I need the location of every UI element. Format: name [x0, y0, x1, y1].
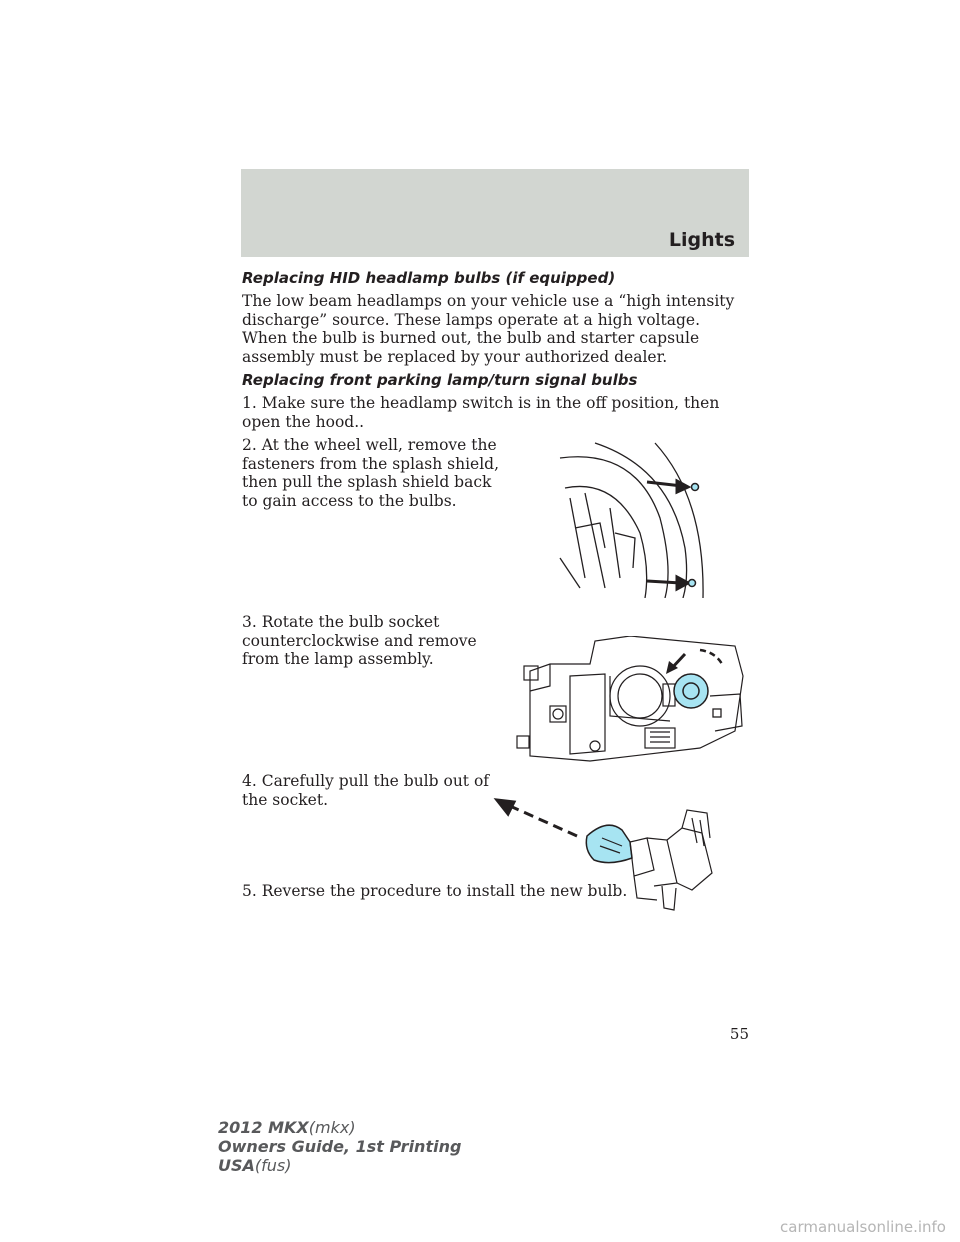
bulb-icon: [586, 825, 632, 862]
step-3: 3. Rotate the bulb socket counterclockwise and remove from the lamp assembly.: [242, 613, 477, 668]
document-footer: [218, 1118, 461, 1175]
step-4: 4. Carefully pull the bulb out of the socket.: [242, 772, 490, 809]
step-1: 1. Make sure the headlamp switch is in the off position, then open the hood..: [242, 394, 720, 431]
footer-model: 2012 MKX: [218, 1118, 309, 1137]
footer-line-2: [218, 1137, 461, 1156]
footer-market-code: (fus): [254, 1156, 292, 1175]
footer-line-3: [218, 1156, 461, 1175]
bulb-removal-illustration: [492, 798, 737, 918]
footer-line-1: [218, 1118, 461, 1137]
heading-hid-headlamp: Replacing HID headlamp bulbs (if equipped): [242, 269, 616, 287]
watermark-link[interactable]: carmanualsonline.info: [780, 1218, 946, 1236]
wheel-well-illustration: [555, 438, 720, 598]
section-header-bar: [241, 169, 749, 257]
fastener-icon: [692, 484, 699, 491]
page-number: 55: [729, 1025, 749, 1043]
step-2: 2. At the wheel well, remove the fasteners from the splash shield, then pull the splash shield back to gain access to the bulbs.: [242, 436, 500, 510]
footer-model-code: (mkx): [308, 1118, 356, 1137]
section-title: Lights: [668, 229, 735, 251]
heading-parking-lamp: Replacing front parking lamp/turn signal bulbs: [242, 371, 638, 389]
step-5: 5. Reverse the procedure to install the new bulb.: [242, 882, 628, 900]
footer-printing: Owners Guide, 1st Printing: [218, 1137, 462, 1156]
lamp-assembly-illustration: [510, 636, 750, 764]
fastener-icon-2: [689, 580, 696, 587]
paragraph-hid-headlamp: The low beam headlamps on your vehicle use a “high intensity discharge” source. These lamps operate at a high voltage. When the bulb is burned out, the bulb and starter capsule assembly must be replaced by your authorized dealer.: [242, 292, 735, 366]
footer-market: USA: [218, 1156, 255, 1175]
